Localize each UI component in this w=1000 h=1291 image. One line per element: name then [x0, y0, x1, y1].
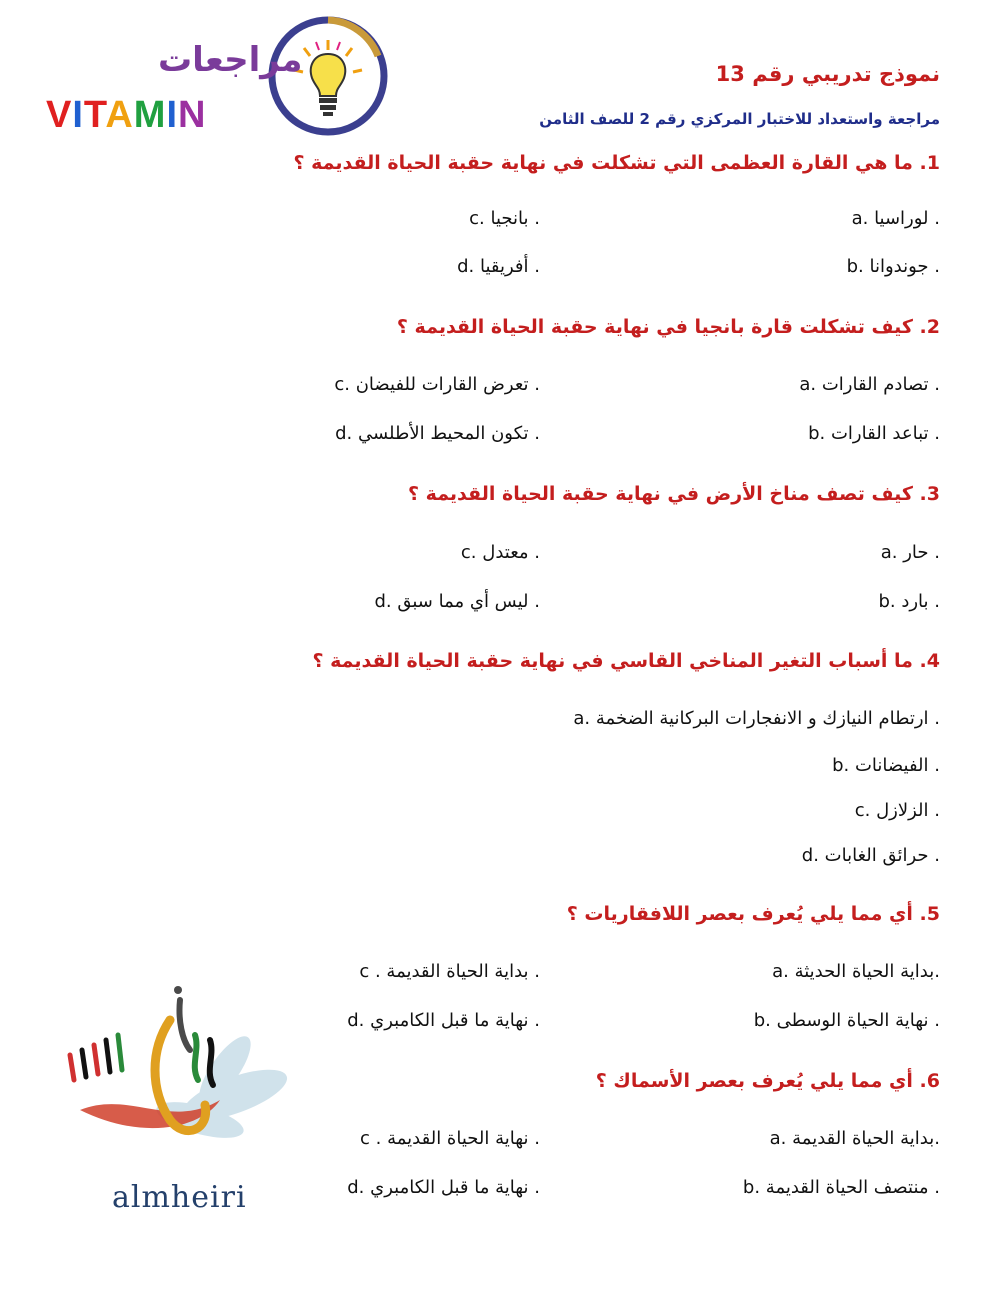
logo-letter: I: [72, 94, 84, 136]
q2-option-b[interactable]: b. تباعد القارات .: [808, 423, 940, 444]
question-6: 6. أي مما يلي يُعرف بعصر الأسماك ؟: [595, 1070, 940, 1092]
q4-option-b[interactable]: b. الفيضانات .: [832, 755, 940, 776]
q1-option-d[interactable]: d. أفريقيا .: [457, 256, 540, 277]
q1-option-c[interactable]: c. بانجيا .: [469, 208, 540, 229]
q6-option-a[interactable]: a. بداية الحياة القديمة.: [769, 1128, 940, 1149]
q2-option-d[interactable]: d. تكون المحيط الأطلسي .: [335, 423, 540, 444]
q6-option-b[interactable]: b. منتصف الحياة القديمة .: [742, 1177, 940, 1198]
q2-option-a[interactable]: a. تصادم القارات .: [799, 374, 940, 395]
q6-option-d[interactable]: d. نهاية ما قبل الكامبري .: [347, 1177, 540, 1198]
q5-option-c[interactable]: c . بداية الحياة القديمة .: [359, 961, 540, 982]
logo-letter: N: [178, 94, 207, 136]
q5-option-a[interactable]: a. بداية الحياة الحديثة.: [772, 961, 940, 982]
page-subtitle: مراجعة واستعداد للاختبار المركزي رقم 2 للصف الثامن: [539, 110, 940, 128]
logo-letter: I: [166, 94, 178, 136]
q4-option-c[interactable]: c. الزلازل .: [854, 800, 940, 821]
logo-letter: A: [105, 94, 134, 136]
almheiri-logo-icon: [50, 980, 310, 1180]
q6-option-c[interactable]: c . نهاية الحياة القديمة .: [360, 1128, 540, 1149]
q4-option-d[interactable]: d. حرائق الغابات .: [801, 845, 940, 866]
vitamin-logo: [46, 94, 206, 137]
question-1: 1. ما هي القارة العظمى التي تشكلت في نهاية حقبة الحياة القديمة ؟: [293, 152, 940, 174]
question-2: 2. كيف تشكلت قارة بانجيا في نهاية حقبة الحياة القديمة ؟: [396, 316, 940, 338]
q3-option-b[interactable]: b. بارد .: [878, 591, 940, 612]
page-title: نموذج تدريبي رقم 13: [715, 62, 940, 86]
almheiri-text: almheiri: [112, 1180, 247, 1215]
logo-letter: M: [133, 94, 167, 136]
logo-letter: V: [46, 94, 73, 136]
logo-arabic-text: مراجعات: [158, 40, 303, 80]
logo-letter: T: [83, 94, 106, 136]
q1-option-a[interactable]: a. لوراسيا .: [851, 208, 940, 229]
question-5: 5. أي مما يلي يُعرف بعصر اللافقاريات ؟: [566, 903, 940, 925]
question-3: 3. كيف تصف مناخ الأرض في نهاية حقبة الحياة القديمة ؟: [408, 483, 940, 505]
q5-option-d[interactable]: d. نهاية ما قبل الكامبري .: [347, 1010, 540, 1031]
q3-option-c[interactable]: c. معتدل .: [460, 542, 540, 563]
question-4: 4. ما أسباب التغير المناخي القاسي في نهاية حقبة الحياة القديمة ؟: [312, 650, 940, 672]
q4-option-a[interactable]: a. ارتطام النيازك و الانفجارات البركانية الضخمة .: [573, 708, 940, 729]
q3-option-d[interactable]: d. ليس أي مما سبق .: [374, 591, 540, 612]
q2-option-c[interactable]: c. تعرض القارات للفيضان .: [334, 374, 540, 395]
q1-option-b[interactable]: b. جوندوانا .: [846, 256, 940, 277]
q3-option-a[interactable]: a. حار .: [880, 542, 940, 563]
q5-option-b[interactable]: b. نهاية الحياة الوسطى .: [753, 1010, 940, 1031]
